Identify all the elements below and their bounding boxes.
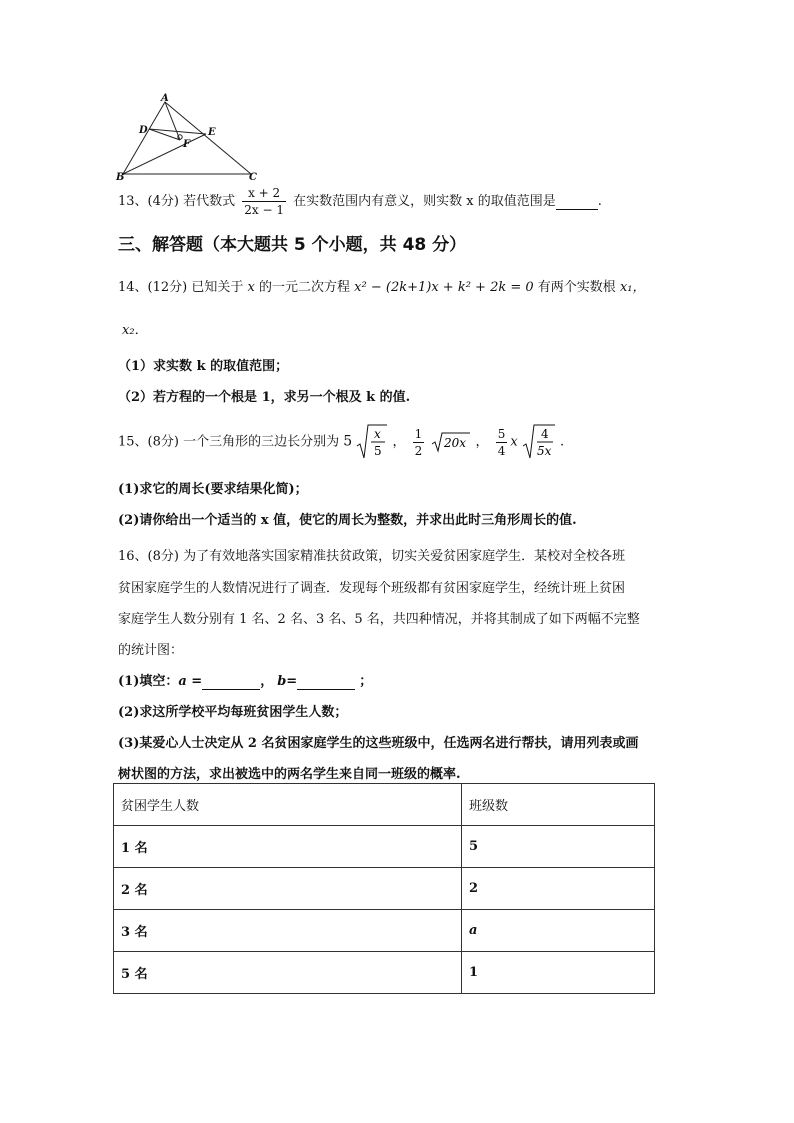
q15-side3-x: x bbox=[510, 434, 518, 450]
q15-side3-radical bbox=[522, 422, 556, 462]
q15-side3-den: 4 bbox=[497, 443, 506, 458]
q16-part3-line1: (3)某爱心人士决定从 2 名贫困家庭学生的这些班级中，任选两名进行帮扶，请用列表或画 bbox=[118, 736, 639, 751]
question-15 bbox=[118, 422, 564, 462]
q15-sep2: ， bbox=[475, 434, 489, 450]
q14-root1: x₁， bbox=[619, 280, 646, 295]
q14-root2: x₂． bbox=[122, 323, 148, 338]
q13-end: . bbox=[597, 194, 602, 209]
table-cell: 5 bbox=[462, 826, 655, 868]
q16-part3-line2: 树状图的方法，求出被选中的两名学生来自同一班级的概率. bbox=[118, 767, 461, 782]
q15-text: 一个三角形的三边长分别为 bbox=[183, 434, 340, 450]
q16-part1-end: ； bbox=[359, 674, 373, 689]
q16-blank-a bbox=[202, 674, 260, 690]
poverty-students-table bbox=[113, 783, 655, 994]
q16-part1-a: a = bbox=[178, 674, 203, 689]
q16-line1: 为了有效地落实国家精准扶贫政策，切实关爱贫困家庭学生．某校对全校各班 bbox=[183, 549, 626, 564]
table-cell: 2 名 bbox=[114, 868, 462, 910]
q15-side2-num: 1 bbox=[414, 426, 423, 441]
table-row bbox=[114, 826, 655, 868]
q13-number: 13、(4分) bbox=[118, 194, 179, 209]
q13-frac-den: 2x − 1 bbox=[244, 203, 284, 217]
q16-part1-prefix: (1)填空： bbox=[118, 674, 179, 689]
q14-part2: （2）若方程的一个根是 1，求另一个根及 k 的值. bbox=[118, 390, 411, 405]
q15-number: 15、(8分) bbox=[118, 434, 179, 450]
q15-side1-den: 5 bbox=[374, 444, 382, 458]
segment-be bbox=[123, 134, 206, 174]
q15-side3-frac bbox=[496, 427, 508, 458]
q15-side2-den: 2 bbox=[414, 443, 423, 458]
question-16 bbox=[118, 545, 625, 564]
q16-line4: 的统计图： bbox=[118, 643, 184, 658]
q16-part1-b: b= bbox=[277, 674, 298, 689]
q14-text3: 有两个实数根 bbox=[537, 280, 616, 295]
table-header-cell: 贫困学生人数 bbox=[114, 784, 462, 826]
q15-sep1: ， bbox=[392, 434, 406, 450]
question-13 bbox=[118, 186, 602, 217]
q15-side2-radical bbox=[431, 431, 471, 453]
q13-fraction bbox=[242, 186, 286, 217]
q14-text1: 已知关于 bbox=[191, 280, 244, 295]
q15-side1-num: x bbox=[374, 427, 382, 441]
q15-side2-rad: 20x bbox=[444, 436, 467, 450]
table-header-cell: 班级数 bbox=[462, 784, 655, 826]
table-header-row bbox=[114, 784, 655, 826]
label-b: B bbox=[116, 172, 125, 180]
section-3-title: 三、解答题（本大题共 5 个小题，共 48 分） bbox=[118, 235, 467, 255]
q14-text2: 的一元二次方程 bbox=[259, 280, 351, 295]
table-cell: 1 bbox=[462, 952, 655, 994]
q15-side1-coef: 5 bbox=[343, 433, 353, 450]
table-cell: 3 名 bbox=[114, 910, 462, 952]
label-c: C bbox=[249, 172, 257, 180]
table-row bbox=[114, 910, 655, 952]
q15-side3-rnum: 4 bbox=[540, 427, 549, 441]
q13-frac-num: x + 2 bbox=[242, 186, 286, 202]
triangle-figure bbox=[115, 92, 265, 180]
q16-part2: (2)求这所学校平均每班贫困学生人数； bbox=[118, 705, 348, 720]
table-row bbox=[114, 868, 655, 910]
q14-var-x: x bbox=[247, 280, 255, 295]
table-cell: a bbox=[462, 910, 655, 952]
q16-part1: (1)填空：a = ， b= ； bbox=[118, 674, 373, 689]
table-row bbox=[114, 952, 655, 994]
table-cell: 1 名 bbox=[114, 826, 462, 868]
q15-part1: (1)求它的周长(要求结果化简)； bbox=[118, 482, 308, 497]
q14-number: 14、(12分) bbox=[118, 280, 188, 295]
label-a: A bbox=[161, 93, 169, 104]
table-cell: 5 名 bbox=[114, 952, 462, 994]
q16-line2: 贫困家庭学生的人数情况进行了调查．发现每个班级都有贫困家庭学生，经统计班上贫困 bbox=[118, 581, 626, 596]
triangle-abc bbox=[123, 102, 251, 174]
q15-side2-frac bbox=[413, 427, 425, 458]
q16-number: 16、(8分) bbox=[118, 549, 179, 564]
q13-answer-blank bbox=[556, 194, 598, 210]
q14-equation: x² − (2k+1)x + k² + 2k = 0 bbox=[354, 280, 534, 295]
label-f: F bbox=[183, 139, 191, 150]
q15-end: . bbox=[559, 434, 565, 450]
q16-line3: 家庭学生人数分别有 1 名、2 名、3 名、5 名，共四种情况，并将其制成了如下两幅不完整 bbox=[118, 612, 640, 627]
q15-side3-rden: 5x bbox=[536, 444, 552, 458]
question-14 bbox=[118, 276, 645, 295]
q15-side3-num: 5 bbox=[497, 426, 506, 441]
table-cell: 2 bbox=[462, 868, 655, 910]
q16-blank-b bbox=[297, 674, 355, 690]
label-e: E bbox=[208, 127, 216, 138]
q15-part2: (2)请你给出一个适当的 x 值，使它的周长为整数，并求出此时三角形周长的值. bbox=[118, 513, 577, 528]
q15-side1-radical bbox=[356, 422, 388, 462]
label-d: D bbox=[139, 125, 148, 136]
q13-text-before: 若代数式 bbox=[183, 194, 236, 209]
q13-text-after: 在实数范围内有意义，则实数 x 的取值范围是 bbox=[293, 194, 556, 209]
q14-part1: （1）求实数 k 的取值范围； bbox=[118, 359, 289, 374]
